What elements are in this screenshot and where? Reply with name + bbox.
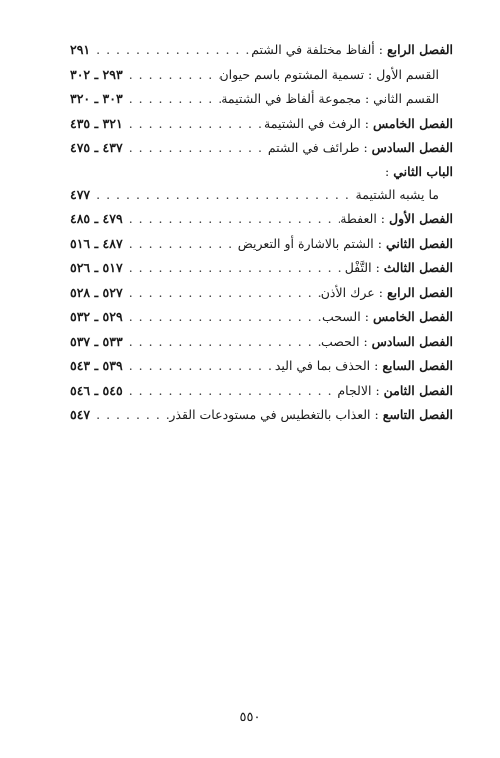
separator-colon: :: [380, 211, 386, 226]
dot-leader: [123, 256, 345, 281]
entry-title: القسم الثاني : مجموعة ألفاظ في الشتيمة: [221, 91, 439, 106]
toc-entry: [70, 38, 453, 63]
page-range: ٥٣٣ ـ ٥٣٧: [70, 333, 123, 349]
toc-entry: [70, 330, 453, 355]
chapter-label: الباب الثاني: [393, 163, 453, 179]
toc-entry: [70, 379, 453, 404]
toc-entry: [70, 281, 453, 306]
separator-colon: :: [377, 235, 382, 251]
dot-leader: [90, 403, 169, 428]
page-range: ٥٣٩ ـ ٥٤٣: [70, 358, 123, 373]
chapter-label: الفصل الأول: [389, 211, 453, 226]
toc-entry: [70, 354, 453, 379]
separator-colon: :: [375, 260, 380, 275]
page-range: ٣٠٣ ـ ٣٢٠: [70, 91, 123, 106]
entry-title: طرائف في الشتم: [267, 140, 360, 155]
toc-entry: [70, 112, 453, 137]
separator-colon: :: [363, 333, 368, 349]
dot-leader: [90, 38, 251, 63]
separator-colon: :: [378, 284, 383, 300]
chapter-label: الفصل التاسع: [382, 407, 453, 422]
dot-leader: [123, 112, 264, 137]
separator-colon: :: [385, 163, 390, 179]
page-range: ٥١٧ ـ ٥٢٦: [70, 260, 123, 275]
page-range: ٢٩١: [70, 42, 91, 57]
toc-entry: [70, 63, 453, 88]
chapter-label: الفصل السابع: [382, 358, 453, 373]
dot-leader: [123, 207, 341, 232]
entry-title: ألفاظ مختلفة في الشتم: [251, 42, 375, 57]
entry-title: الحصب: [320, 333, 360, 349]
page-range: ٥٢٧ ـ ٥٢٨: [70, 284, 123, 300]
page-range: ٤٧٩ ـ ٤٨٥: [70, 211, 123, 226]
entry-title: القسم الأول : تسمية المشتوم باسم حيوان: [219, 66, 439, 82]
toc-entry: [70, 136, 453, 161]
page-range: ٥٤٧: [70, 407, 91, 422]
entry-title: ما يشبه الشتيمة: [355, 186, 439, 202]
chapter-label: الفصل الرابع: [386, 284, 453, 300]
chapter-label: الفصل الثامن: [383, 382, 453, 398]
dot-leader: [90, 183, 355, 208]
dot-leader: [123, 136, 268, 161]
chapter-label: الفصل الخامس: [372, 309, 453, 324]
page-number: ٥٥٠: [239, 710, 261, 725]
entry-title: الرفث في الشتيمة: [264, 115, 361, 131]
toc-entry: [70, 207, 453, 232]
dot-leader: [123, 87, 222, 112]
section-heading: [70, 161, 453, 183]
entry-title: الالجام: [337, 382, 372, 398]
entry-title: الشتم بالاشارة أو التعريض: [237, 235, 374, 251]
page-range: ٣٢١ ـ ٤٣٥: [70, 115, 123, 131]
toc-entry: [70, 87, 453, 112]
separator-colon: :: [364, 309, 369, 324]
toc-entry: [70, 403, 453, 428]
dot-leader: [123, 63, 220, 88]
toc-entry: [70, 183, 453, 208]
table-of-contents: [70, 38, 453, 428]
dot-leader: [123, 305, 322, 330]
separator-colon: :: [363, 140, 368, 155]
page-range: ٤٨٧ ـ ٥١٦: [70, 235, 123, 251]
dot-leader: [123, 281, 321, 306]
separator-colon: :: [374, 358, 379, 373]
toc-entry: [70, 305, 453, 330]
chapter-label: الفصل الثاني: [385, 235, 453, 251]
page-range: ٤٧٧: [70, 186, 91, 202]
entry-title: الحذف بما في اليد: [274, 358, 371, 373]
chapter-label: الفصل الخامس: [372, 115, 453, 131]
page-range: ٥٢٩ ـ ٥٣٢: [70, 309, 123, 324]
dot-leader: [123, 354, 275, 379]
separator-colon: :: [378, 42, 383, 57]
chapter-label: الفصل السادس: [371, 333, 453, 349]
chapter-label: الفصل الرابع: [386, 42, 453, 57]
entry-title: التَّفْل: [344, 260, 372, 275]
dot-leader: [123, 232, 238, 257]
entry-title: العفطة: [340, 211, 377, 226]
chapter-label: الفصل الثالث: [383, 260, 453, 275]
separator-colon: :: [374, 407, 379, 422]
entry-title: عرك الأذن: [320, 284, 375, 300]
page-range: ٤٣٧ ـ ٤٧٥: [70, 140, 123, 155]
page-range: ٢٩٣ ـ ٣٠٢: [70, 66, 123, 82]
dot-leader: [123, 379, 338, 404]
toc-entry: [70, 256, 453, 281]
separator-colon: :: [364, 115, 369, 131]
toc-entry: [70, 232, 453, 257]
separator-colon: :: [375, 382, 380, 398]
chapter-label: الفصل السادس: [371, 140, 453, 155]
page-range: ٥٤٥ ـ ٥٤٦: [70, 382, 123, 398]
entry-title: العذاب بالتغطيس في مستودعات القذر: [169, 407, 371, 422]
entry-title: السحب: [321, 309, 361, 324]
dot-leader: [123, 330, 321, 355]
